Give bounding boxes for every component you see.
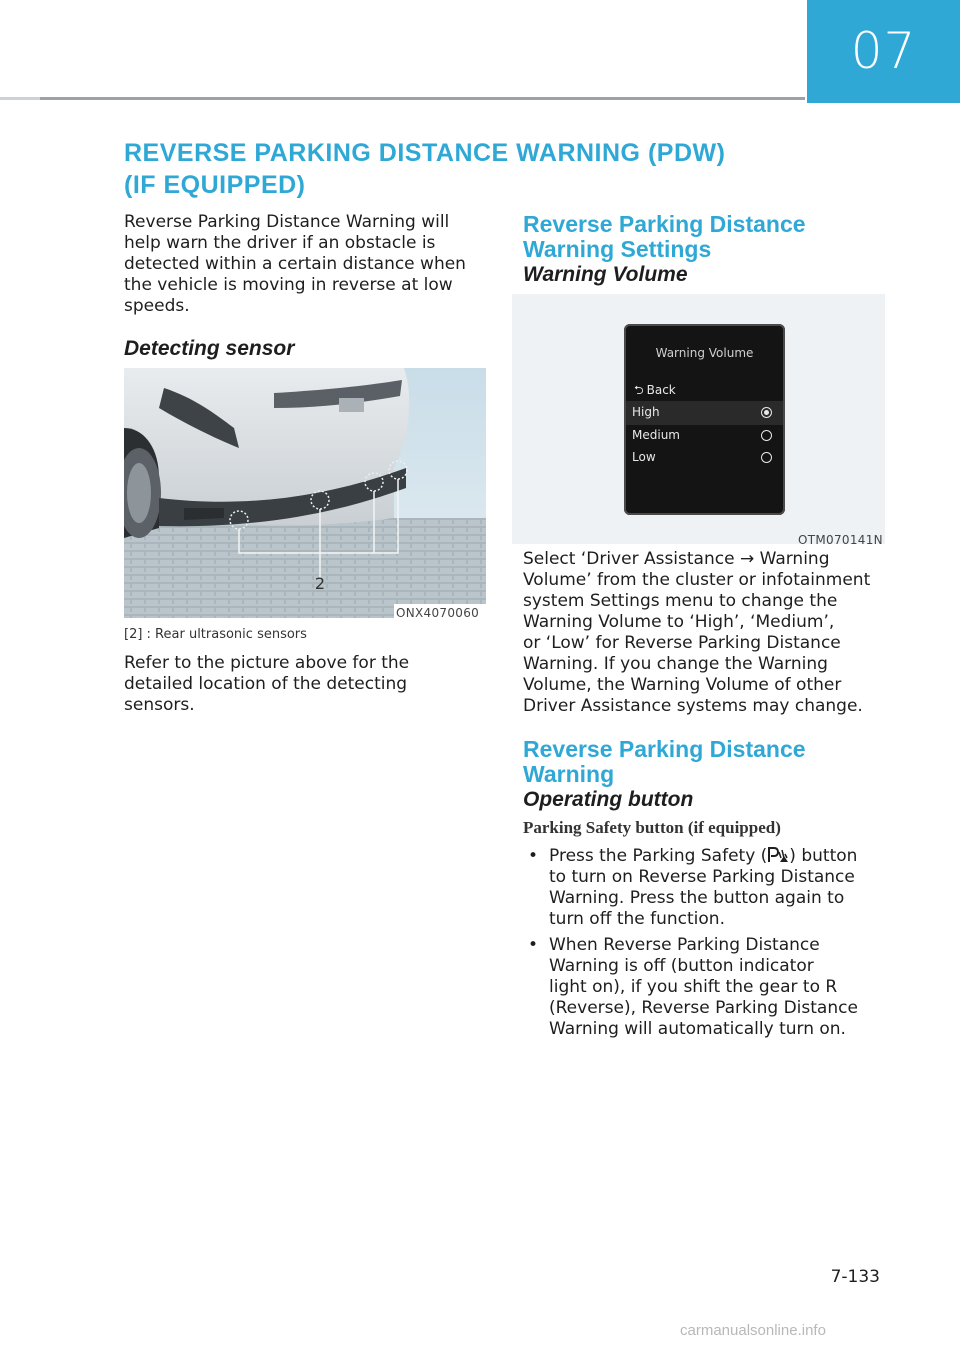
radio-unselected-icon (761, 430, 772, 441)
warning-heading-line: Warning (523, 761, 615, 787)
intro-line: help warn the driver if an obstacle is (124, 233, 436, 253)
intro-line: the vehicle is moving in reverse at low (124, 275, 453, 295)
bullet-item (528, 935, 888, 1045)
intro-paragraph (124, 212, 494, 317)
sensor-line: detailed location of the detecting (124, 674, 408, 694)
option-label-high: High (632, 405, 660, 419)
radio-selected-icon (761, 407, 772, 418)
section-title-line-1: REVERSE PARKING DISTANCE WARNING (PDW) (124, 139, 726, 167)
bullet-line: light on), if you shift the gear to R (549, 977, 838, 997)
settings-line: Driver Assistance systems may change. (523, 696, 863, 716)
cluster-back-label: Back (646, 383, 676, 397)
bullet-dot: • (528, 846, 539, 866)
intro-line: detected within a certain distance when (124, 254, 466, 274)
section-title-line-2: (IF EQUIPPED) (124, 171, 306, 199)
rear-bumper-illustration (124, 368, 486, 618)
bullet-line: When Reverse Parking Distance (549, 935, 820, 955)
sensor-paragraph (124, 653, 494, 716)
sensor-line: sensors. (124, 695, 195, 715)
option-label-low: Low (632, 450, 656, 464)
section-title (124, 138, 824, 200)
bullet-line: turn off the function. (549, 909, 725, 929)
parking-safety-button-heading: Parking Safety button (if equipped) (523, 818, 781, 837)
chapter-number: 07 (850, 22, 917, 80)
option-label-medium: Medium (632, 428, 680, 442)
bullet-dot: • (528, 935, 539, 955)
figure-callout-2: 2 (314, 574, 326, 593)
header-rule (0, 97, 805, 100)
bullet-line: Warning. Press the button again to (549, 888, 845, 908)
warning-volume-heading: Warning Volume (523, 263, 688, 286)
back-arrow-icon: ⮌ (634, 383, 644, 397)
settings-line: Volume, the Warning Volume of other (523, 675, 842, 695)
sensor-line: Refer to the picture above for the (124, 653, 410, 673)
operating-button-heading: Operating button (523, 788, 694, 811)
parking-safety-icon (767, 846, 789, 864)
settings-heading-line: Reverse Parking Distance (523, 211, 806, 237)
settings-line: Warning Volume to ‘High’, ‘Medium’, (523, 612, 835, 632)
intro-line: speeds. (124, 296, 190, 316)
intro-line: Reverse Parking Distance Warning will (124, 212, 450, 232)
watermark: carmanualsonline.info (680, 1322, 826, 1339)
figure-code-cluster: OTM070141N (798, 533, 883, 547)
warning-heading-line: Reverse Parking Distance (523, 736, 806, 762)
sensor-caption: [2] : Rear ultrasonic sensors (124, 627, 307, 642)
settings-line: Warning. If you change the Warning (523, 654, 828, 674)
bullet-line: (Reverse), Reverse Parking Distance (549, 998, 858, 1018)
detecting-sensor-heading: Detecting sensor (124, 337, 295, 360)
settings-heading (523, 212, 806, 262)
bullet-line: Warning will automatically turn on. (549, 1019, 846, 1039)
settings-line: Volume’ from the cluster or infotainment (523, 570, 871, 590)
settings-line: Select ‘Driver Assistance → Warning (523, 549, 830, 569)
bullet-text: ) button (789, 846, 858, 866)
figure-code-sensor: ONX4070060 (396, 606, 480, 620)
bullet-item (528, 846, 888, 936)
cluster-screen-title: Warning Volume (655, 346, 754, 360)
bullet-line: to turn on Reverse Parking Distance (549, 867, 855, 887)
radio-unselected-icon (761, 452, 772, 463)
warning-heading (523, 737, 806, 787)
bullet-text: Press the Parking Safety ( (549, 846, 768, 866)
bullet-line: Warning is off (button indicator (549, 956, 814, 976)
header-rule-accent (0, 97, 40, 100)
settings-line: or ‘Low’ for Reverse Parking Distance (523, 633, 841, 653)
settings-paragraph (523, 549, 888, 717)
settings-line: system Settings menu to change the (523, 591, 838, 611)
page-number: 7-133 (830, 1267, 880, 1287)
cluster-back-row (634, 381, 676, 402)
settings-heading-line: Warning Settings (523, 236, 712, 262)
bullet-line (549, 846, 884, 867)
